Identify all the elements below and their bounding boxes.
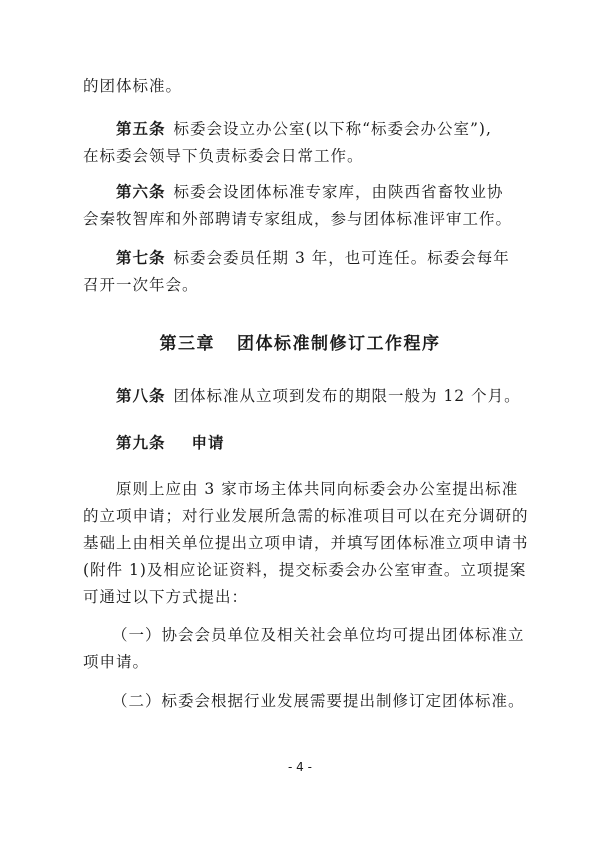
article-5-label: 第五条 xyxy=(116,120,166,138)
article-8-label: 第八条 xyxy=(116,387,166,405)
article-6-label: 第六条 xyxy=(116,183,166,201)
principle-line-1: 原则上应由 3 家市场主体共同向标委会办公室提出标准 xyxy=(116,480,519,498)
article-7-label: 第七条 xyxy=(116,249,166,267)
chapter-title: 团体标准制修订工作程序 xyxy=(237,334,441,354)
chapter-number: 第三章 xyxy=(159,334,215,354)
article-6-line-1 xyxy=(116,179,520,206)
item-1-line-2: 项申请。 xyxy=(83,653,150,671)
article-5-text-1: 标委会设立办公室(以下称“标委会办公室”), xyxy=(173,120,492,138)
principle-line-5: 可通过以下方式提出： xyxy=(83,588,249,606)
item-1-line-1: （一）协会会员单位及相关社会单位均可提出团体标准立 xyxy=(112,626,525,644)
article-9-label: 第九条 xyxy=(116,434,166,452)
article-6-line-2: 会秦牧智库和外部聘请专家组成，参与团体标准评审工作。 xyxy=(83,210,513,228)
article-6-text-1: 标委会设团体标准专家库，由陕西省畜牧业协 xyxy=(173,183,504,201)
article-5-line-1 xyxy=(116,116,520,143)
article-8-text: 团体标准从立项到发布的期限一般为 12 个月。 xyxy=(173,387,521,405)
article-5-line-2: 在标委会领导下负责标委会日常工作。 xyxy=(83,147,364,165)
principle-line-3: 基础上由相关单位提出立项申请，并填写团体标准立项申请书 xyxy=(83,534,529,552)
chapter-heading xyxy=(0,329,600,354)
continuation-line: 的团体标准。 xyxy=(83,77,183,95)
article-7-text-1: 标委会委员任期 3 年，也可连任。标委会每年 xyxy=(173,249,510,267)
article-7-line-1 xyxy=(116,245,520,272)
article-7-line-2: 召开一次年会。 xyxy=(83,276,199,294)
article-9-title: 申请 xyxy=(191,434,225,452)
page-number: - 4 - xyxy=(288,760,312,774)
article-8 xyxy=(116,383,520,410)
article-9-heading xyxy=(116,430,520,457)
item-2: （二）标委会根据行业发展需要提出制修订定团体标准。 xyxy=(112,692,525,710)
principle-line-2: 的立项申请；对行业发展所急需的标准项目可以在充分调研的 xyxy=(83,507,529,525)
principle-line-4: (附件 1)及相应论证资料，提交标委会办公室审查。立项提案 xyxy=(83,561,527,579)
